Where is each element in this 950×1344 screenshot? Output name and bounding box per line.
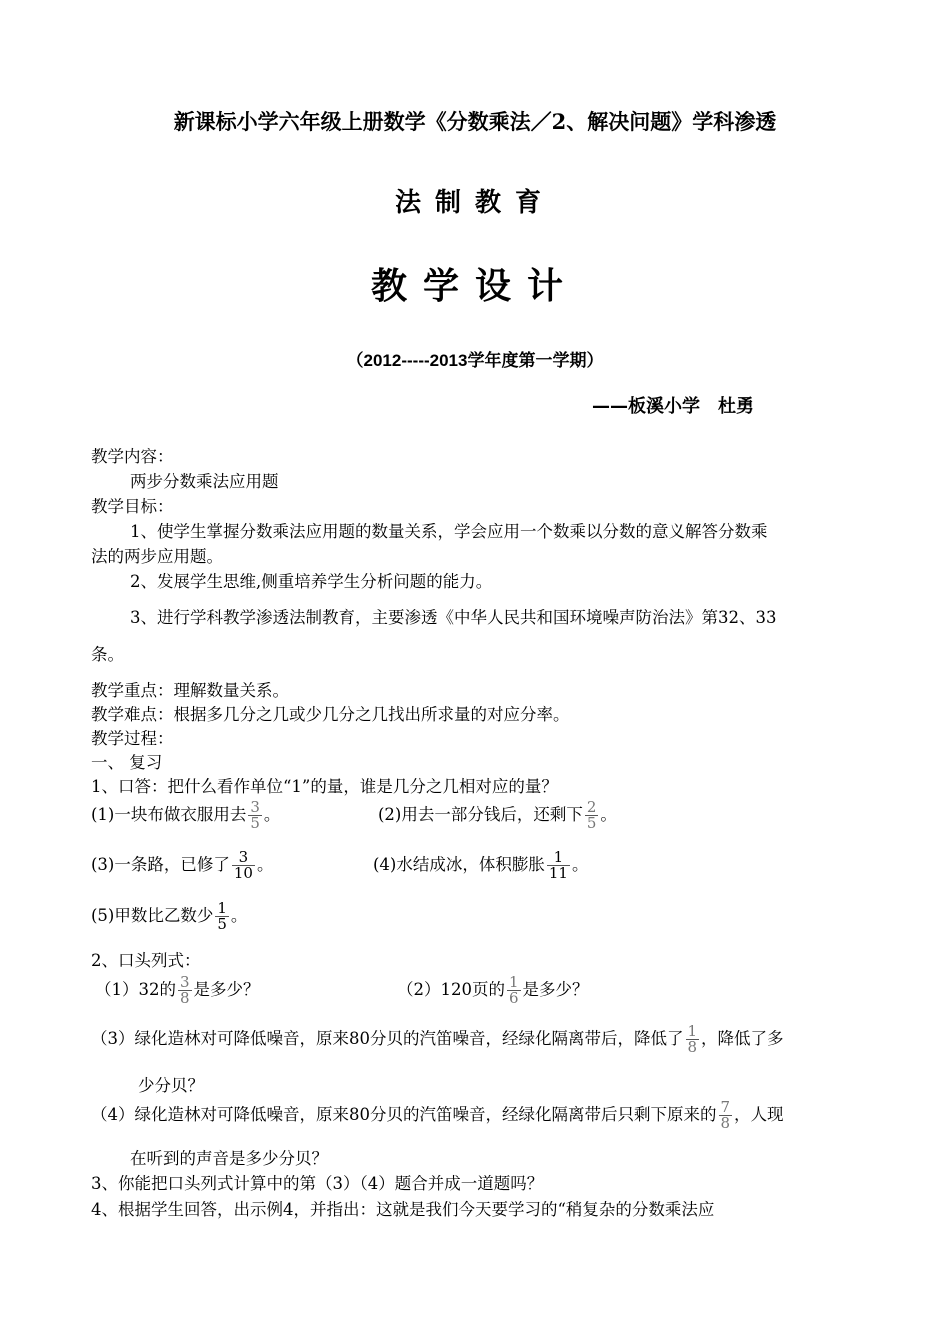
goal-1-line-2: 法的两步应用题。 bbox=[91, 547, 223, 566]
oral-answer-prompt: 1、口答：把什么看作单位“1”的量，谁是几分之几相对应的量？ bbox=[91, 777, 558, 796]
exercise-3-line-2: 少分贝？ bbox=[138, 1076, 204, 1095]
step-4: 4、根据学生回答，出示例4，并指出：这就是我们今天要学习的“稍复杂的分数乘法应 bbox=[91, 1200, 715, 1219]
goal-3-line-1: 3、进行学科教学渗透法制教育，主要渗透《中华人民共和国环境噪声防治法》第32、33 bbox=[130, 608, 777, 627]
process-heading: 教学过程： bbox=[91, 729, 174, 748]
goal-1-line-1: 1、使学生掌握分数乘法应用题的数量关系，学会应用一个数乘以分数的意义解答分数乘 bbox=[130, 522, 768, 541]
goal-3-line-2: 条。 bbox=[91, 645, 124, 664]
goal-2: 2、发展学生思维,侧重培养学生分析问题的能力。 bbox=[130, 572, 493, 591]
school-term: （2012-----2013学年度第一学期） bbox=[346, 351, 604, 370]
fraction: $\frac{3}{5}$ bbox=[250, 798, 260, 832]
goals-heading: 教学目标： bbox=[91, 497, 174, 516]
fraction: $\frac{2}{5}$ bbox=[586, 798, 597, 832]
question-4: (4)水结成冰，体积膨胀 $\frac{1}{11}$ 。 bbox=[373, 848, 589, 882]
difficulty: 教学难点：根据多几分之几或少几分之几找出所求量的对应分率。 bbox=[91, 705, 570, 724]
fraction: $\frac{1}{5}$ bbox=[217, 899, 227, 933]
content-text: 两步分数乘法应用题 bbox=[130, 472, 279, 491]
document-title: 新课标小学六年级上册数学《分数乘法／2、解决问题》学科渗透 bbox=[173, 109, 777, 134]
fraction: $\frac{1}{6}$ bbox=[509, 973, 519, 1007]
fraction: $\frac{1}{8}$ bbox=[687, 1022, 698, 1056]
fraction: $\frac{7}{8}$ bbox=[720, 1098, 731, 1132]
question-5: (5)甲数比乙数少 $\frac{1}{5}$ 。 bbox=[91, 899, 248, 933]
document-heading: 教学设计 bbox=[370, 265, 579, 307]
key-point: 教学重点：理解数量关系。 bbox=[91, 681, 289, 700]
content-heading: 教学内容： bbox=[91, 447, 174, 466]
question-1: (1)一块布做衣服用去 $\frac{3}{5}$ 。 bbox=[91, 798, 281, 832]
document-subtitle: 法制教育 bbox=[394, 188, 555, 218]
question-2: (2)用去一部分钱后，还剩下 $\frac{2}{5}$ 。 bbox=[378, 798, 617, 832]
exercise-3: （3）绿化造林对可降低噪音，原来80分贝的汽笛噪音，经绿化隔离带后，降低了 $\frac{1}{8}$ ，降低了多 bbox=[91, 1022, 784, 1056]
exercise-4-line-2: 在听到的声音是多少分贝？ bbox=[130, 1149, 328, 1168]
fraction: $\frac{3}{10}$ bbox=[233, 848, 253, 882]
exercise-2: （2）120页的 $\frac{1}{6}$ 是多少？ bbox=[397, 973, 589, 1007]
author-line: ——板溪小学 杜勇 bbox=[592, 396, 754, 417]
exercise-4: （4）绿化造林对可降低噪音，原来80分贝的汽笛噪音，经绿化隔离带后只剩下原来的 $\frac{7}{8}$ ，人现 bbox=[91, 1098, 784, 1132]
fraction: $\frac{3}{8}$ bbox=[180, 973, 190, 1007]
exercise-1: （1）32的 $\frac{3}{8}$ 是多少？ bbox=[95, 973, 260, 1007]
fraction: $\frac{1}{11}$ bbox=[548, 848, 568, 882]
oral-formula-prompt: 2、口头列式： bbox=[91, 951, 201, 970]
question-3: (3)一条路，已修了 $\frac{3}{10}$ 。 bbox=[91, 848, 274, 882]
review-heading: 一、 复习 bbox=[91, 753, 163, 772]
step-3: 3、你能把口头列式计算中的第（3）（4）题合并成一道题吗？ bbox=[91, 1174, 544, 1193]
